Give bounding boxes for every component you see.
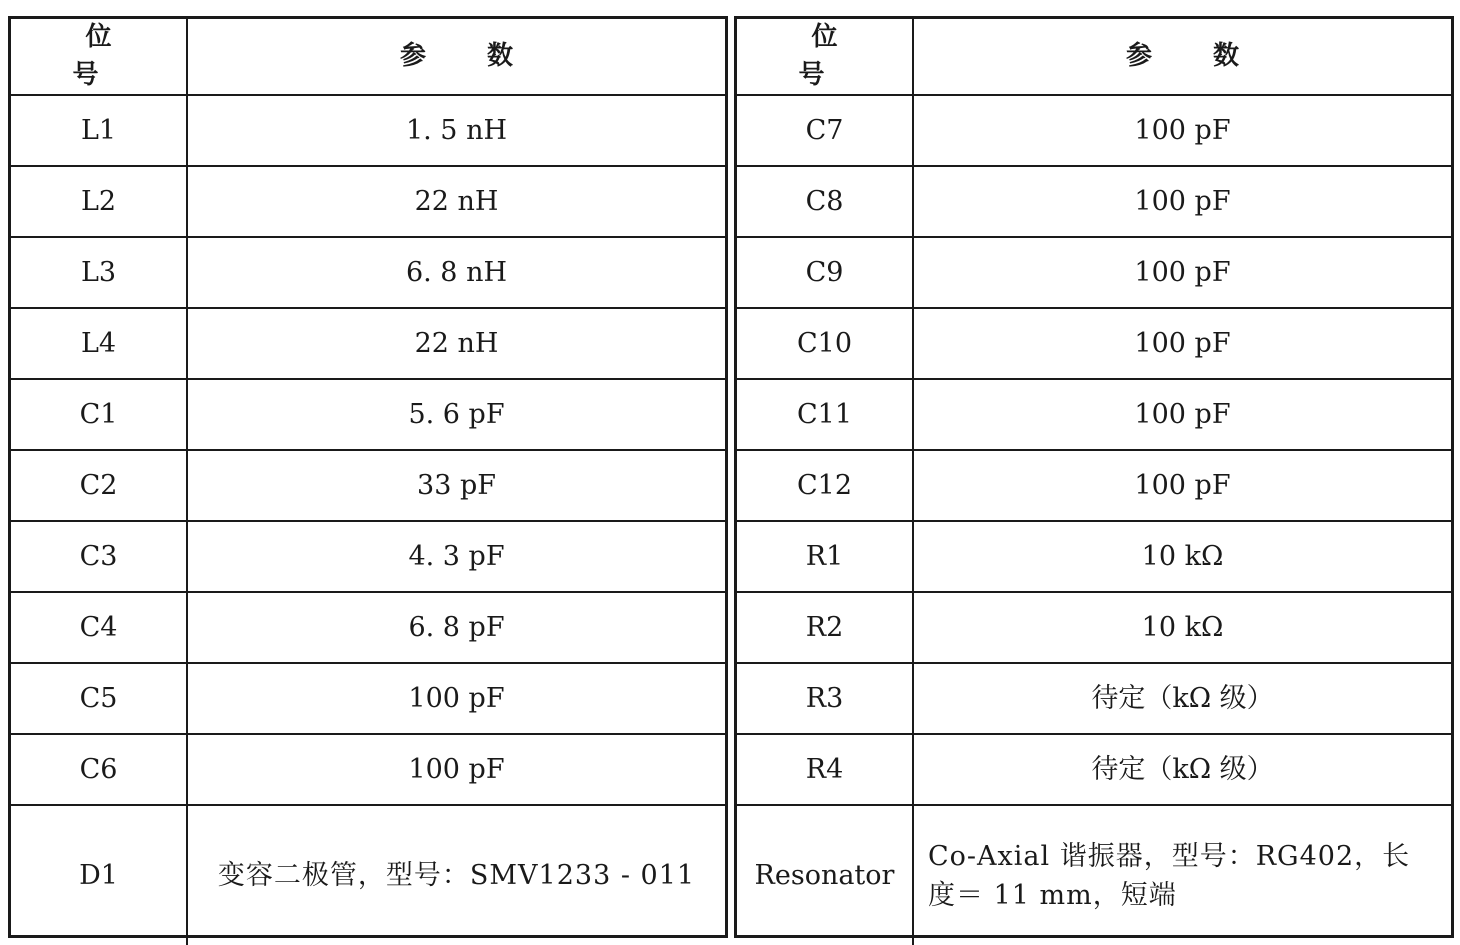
table-row	[737, 592, 1451, 663]
table-row	[737, 166, 1451, 237]
position-id: C4	[11, 592, 187, 663]
left-table	[11, 19, 725, 945]
parameter-value: 22 nH	[187, 308, 725, 379]
parameter-value: 待定（kΩ 级）	[913, 663, 1451, 734]
table-row	[11, 592, 725, 663]
table-row	[11, 95, 725, 166]
table-row	[737, 805, 1451, 945]
parameter-value: 6. 8 nH	[187, 237, 725, 308]
header-position-id: 位 号	[11, 19, 187, 95]
parameter-value: 待定（kΩ 级）	[913, 734, 1451, 805]
table-right-half	[734, 16, 1454, 938]
parameter-value: 4. 3 pF	[187, 521, 725, 592]
position-id: R1	[737, 521, 913, 592]
component-parameter-table	[8, 16, 1454, 938]
parameter-value: Co-Axial 谐振器，型号：RG402，长度＝ 11 mm，短端	[913, 805, 1451, 945]
header-position-id: 位 号	[737, 19, 913, 95]
table-row	[11, 521, 725, 592]
position-id: D1	[11, 805, 187, 945]
position-id: C1	[11, 379, 187, 450]
position-id: L1	[11, 95, 187, 166]
position-id: C12	[737, 450, 913, 521]
parameter-value: 6. 8 pF	[187, 592, 725, 663]
position-id: C10	[737, 308, 913, 379]
header-row	[737, 19, 1451, 95]
position-id: C5	[11, 663, 187, 734]
position-id: C3	[11, 521, 187, 592]
position-id: R2	[737, 592, 913, 663]
parameter-value: 10 kΩ	[913, 592, 1451, 663]
position-id: C11	[737, 379, 913, 450]
table-row	[11, 379, 725, 450]
position-id: L4	[11, 308, 187, 379]
header-parameter: 参 数	[187, 19, 725, 95]
table-row	[11, 166, 725, 237]
header-parameter: 参 数	[913, 19, 1451, 95]
parameter-value: 100 pF	[913, 95, 1451, 166]
position-id: L2	[11, 166, 187, 237]
position-id: Resonator	[737, 805, 913, 945]
position-id: R4	[737, 734, 913, 805]
table-left-half	[8, 16, 728, 938]
table-row	[11, 734, 725, 805]
position-id: C9	[737, 237, 913, 308]
table-row	[11, 663, 725, 734]
parameter-value: 5. 6 pF	[187, 379, 725, 450]
parameter-value: 10 kΩ	[913, 521, 1451, 592]
table-row	[737, 308, 1451, 379]
parameter-value: 100 pF	[913, 166, 1451, 237]
table-row	[11, 237, 725, 308]
position-id: R3	[737, 663, 913, 734]
table-row	[737, 521, 1451, 592]
parameter-value: 100 pF	[187, 663, 725, 734]
table-row	[11, 450, 725, 521]
header-row	[11, 19, 725, 95]
table-row	[737, 663, 1451, 734]
parameter-value: 1. 5 nH	[187, 95, 725, 166]
position-id: C8	[737, 166, 913, 237]
table-row	[737, 237, 1451, 308]
position-id: L3	[11, 237, 187, 308]
position-id: C2	[11, 450, 187, 521]
parameter-value: 100 pF	[913, 237, 1451, 308]
table-row	[737, 450, 1451, 521]
position-id: C7	[737, 95, 913, 166]
parameter-value: 22 nH	[187, 166, 725, 237]
table-row	[737, 379, 1451, 450]
parameter-value: 100 pF	[913, 308, 1451, 379]
table-row	[737, 95, 1451, 166]
right-table	[737, 19, 1451, 945]
table-row	[737, 734, 1451, 805]
parameter-value: 变容二极管，型号：SMV1233 - 011	[187, 805, 725, 945]
parameter-value: 100 pF	[913, 379, 1451, 450]
table-row	[11, 308, 725, 379]
parameter-value: 33 pF	[187, 450, 725, 521]
parameter-value: 100 pF	[187, 734, 725, 805]
table-row	[11, 805, 725, 945]
parameter-value: 100 pF	[913, 450, 1451, 521]
position-id: C6	[11, 734, 187, 805]
